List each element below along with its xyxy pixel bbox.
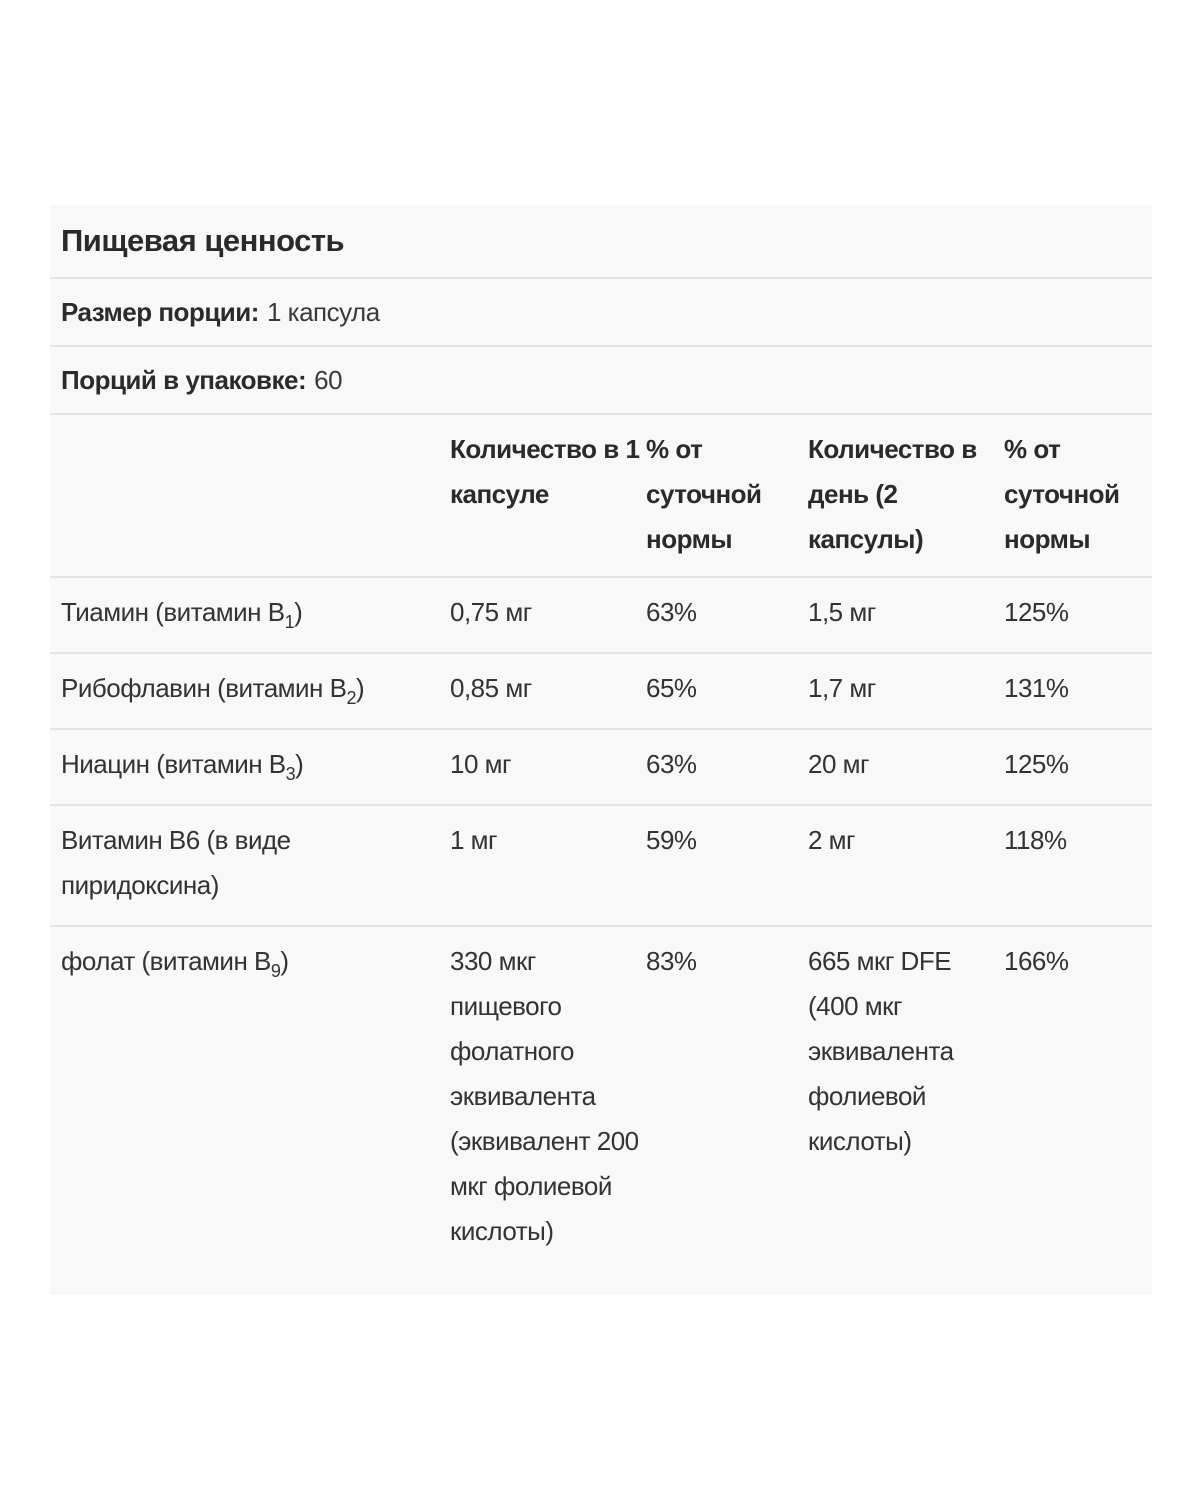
nutrient-name: Тиамин (витамин $B_1$)	[61, 597, 303, 632]
amount-per-capsule: 0,85 мг	[450, 673, 532, 703]
nutrient-name: Рибофлавин (витамин $B_2$)	[61, 673, 365, 708]
amount-per-capsule: 330 мкг пищевого фолатного эквивалента (эквивалент 200 мкг фолиевой кислоты)	[450, 946, 639, 1246]
table-row	[50, 653, 1152, 729]
nutrition-table	[50, 415, 1152, 1271]
header-daily-value-1: % от суточной нормы	[646, 434, 762, 554]
amount-per-capsule: 10 мг	[450, 749, 512, 779]
amount-per-day: 1,7 мг	[808, 673, 876, 703]
header-amount-per-day: Количество в день (2 капсулы)	[808, 434, 977, 554]
header-amount-per-capsule: Количество в 1 капсуле	[450, 434, 640, 509]
table-row	[50, 926, 1152, 1271]
amount-per-day: 665 мкг DFE (400 мкг эквивалента фолиевой кислоты)	[808, 946, 954, 1156]
header-nutrient	[50, 415, 450, 577]
serving-size-label: Размер порции:	[61, 296, 259, 327]
nutrient-name: Ниацин (витамин $B_3$)	[61, 749, 304, 784]
daily-value-per-day: 125%	[1004, 597, 1069, 627]
nutrition-facts-panel	[50, 205, 1152, 1295]
servings-per-container-value: 60	[314, 364, 343, 395]
serving-size-row	[50, 279, 1152, 347]
table-row	[50, 729, 1152, 805]
daily-value-per-capsule: 83%	[646, 946, 697, 976]
daily-value-per-capsule: 63%	[646, 749, 697, 779]
table-row	[50, 805, 1152, 926]
nutrient-name: фолат (витамин $B_9$)	[61, 946, 289, 981]
daily-value-per-capsule: 63%	[646, 597, 697, 627]
serving-size-value: 1 капсула	[266, 296, 380, 327]
amount-per-capsule: 0,75 мг	[450, 597, 532, 627]
page-title: Пищевая ценность	[61, 223, 345, 258]
amount-per-day: 2 мг	[808, 825, 856, 855]
daily-value-per-day: 131%	[1004, 673, 1069, 703]
servings-per-container-row	[50, 347, 1152, 415]
amount-per-day: 20 мг	[808, 749, 870, 779]
amount-per-capsule: 1 мг	[450, 825, 498, 855]
title-row	[50, 205, 1152, 279]
nutrient-name: Витамин B6 (в виде пиридоксина)	[61, 825, 291, 900]
daily-value-per-capsule: 65%	[646, 673, 697, 703]
table-header-row	[50, 415, 1152, 577]
table-row	[50, 577, 1152, 653]
daily-value-per-capsule: 59%	[646, 825, 697, 855]
header-daily-value-2: % от суточной нормы	[1004, 434, 1120, 554]
amount-per-day: 1,5 мг	[808, 597, 876, 627]
daily-value-per-day: 166%	[1004, 946, 1069, 976]
daily-value-per-day: 118%	[1004, 825, 1067, 855]
servings-per-container-label: Порций в упаковке:	[61, 364, 307, 395]
daily-value-per-day: 125%	[1004, 749, 1069, 779]
